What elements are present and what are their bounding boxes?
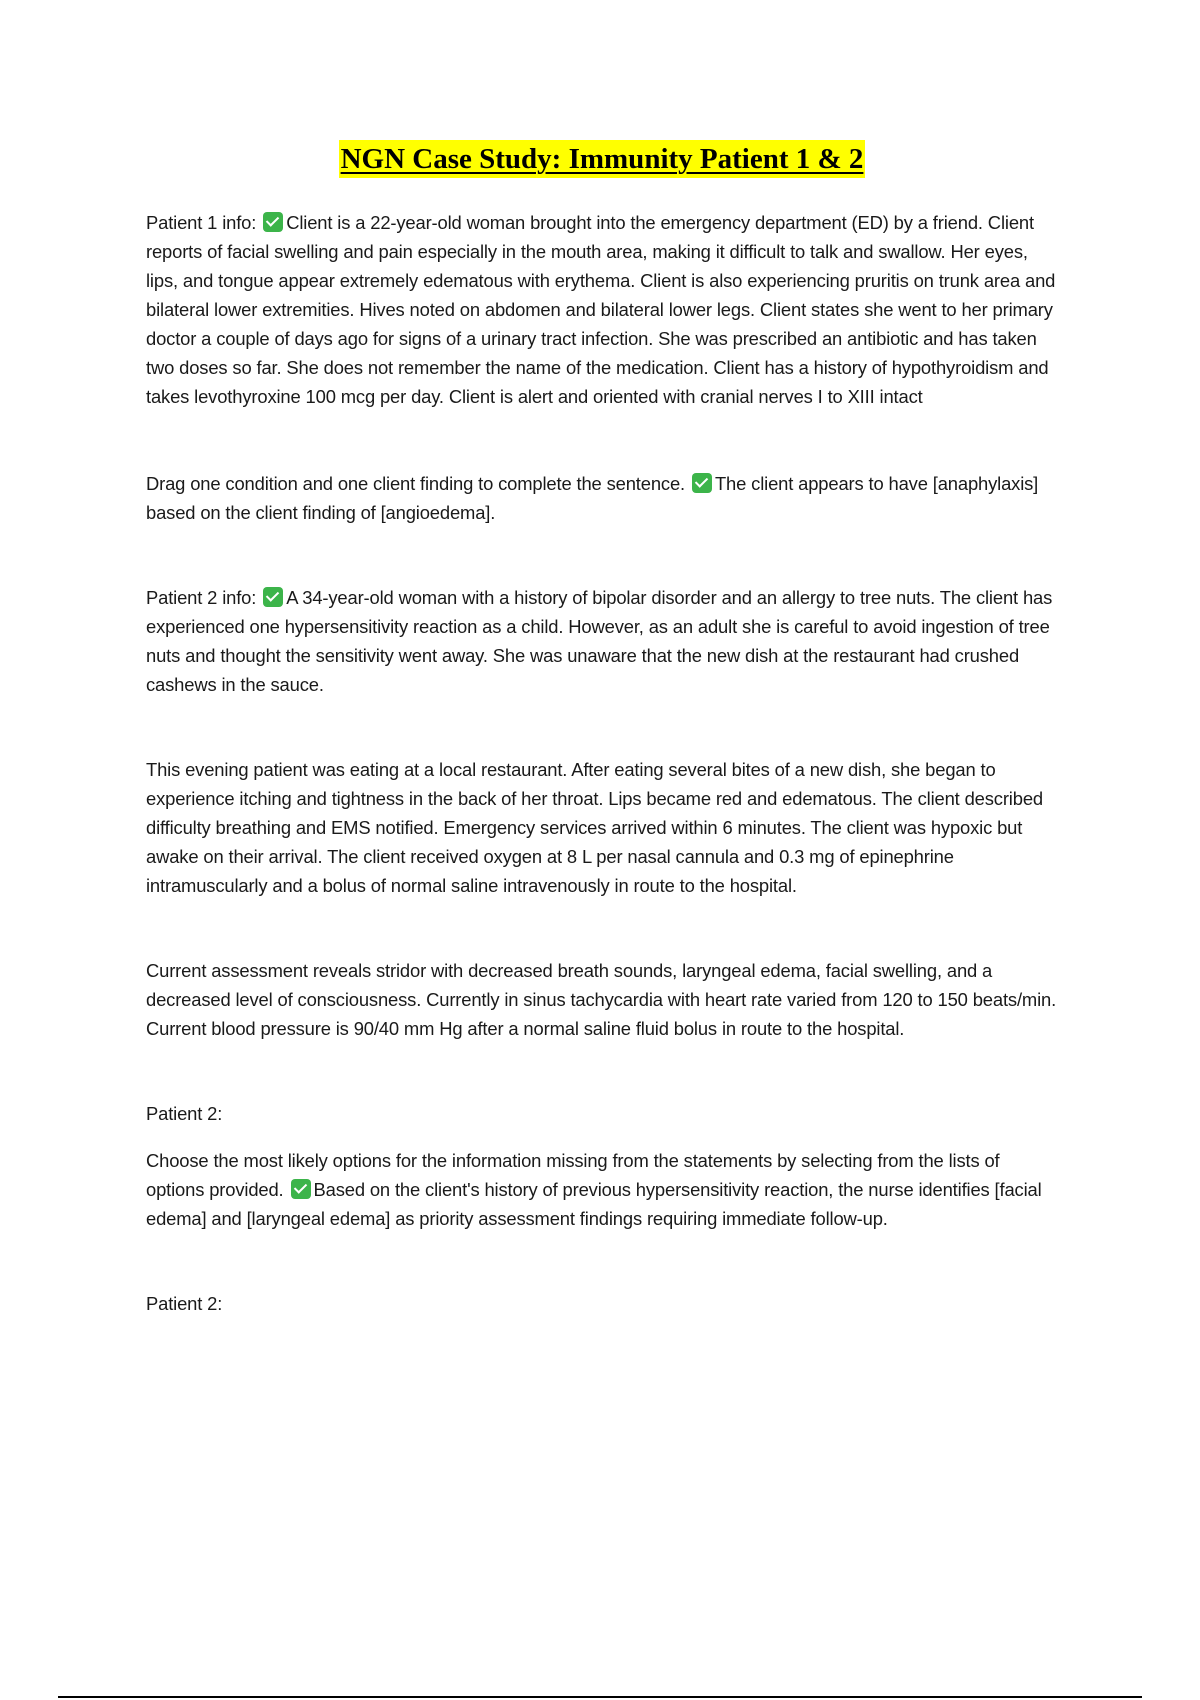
patient1-text: Client is a 22-year-old woman brought into the emergency department (ED) by a friend. Client reports of facial swelling and pain especially in the mouth area, making it difficult to talk and swallow. Her eyes, lips, and tongue appear extremely edematous with erythema. Client is also experiencing pruritis on trunk area and bilateral lower extremities. Hives noted on abdomen and bilateral lower legs. Client states she went to her primary doctor a couple of days ago for signs of a urinary tract infection. She was prescribed an antibiotic and has taken two doses so far. She does not remember the name of the medication. Client has a history of hypothyroidism and takes levothyroxine 100 mcg per day. Client is alert and oriented with cranial nerves I to XIII intact [146,212,1056,407]
title-wrap [146,140,1058,178]
check-mark-icon [263,587,283,607]
patient2-paragraph [146,583,1058,699]
document-title: NGN Case Study: Immunity Patient 1 & 2 [339,140,866,178]
evening-paragraph: This evening patient was eating at a local restaurant. After eating several bites of a new dish, she began to experience itching and tightness in the back of her throat. Lips became red and edematous. The client described difficulty breathing and EMS notified. Emergency services arrived within 6 minutes. The client was hypoxic but awake on their arrival. The client received oxygen at 8 L per nasal cannula and 0.3 mg of epinephrine intramuscularly and a bolus of normal saline intravenously in route to the hospital. [146,759,1043,896]
document-page [146,140,1058,1318]
check-mark-icon [291,1179,311,1199]
question2-answer: Based on the client's history of previous hypersensitivity reaction, the nurse identifies [facial edema] and [laryngeal edema] as priority assessment findings requiring immediate follow-up. [146,1179,1042,1229]
check-mark-icon [263,212,283,232]
question1-prompt: Drag one condition and one client finding to complete the sentence. [146,473,685,494]
patient2-heading: Patient 2: [146,1103,223,1124]
question1-answer: The client appears to have [anaphylaxis] based on the client finding of [angioedema]. [146,473,1039,523]
patient2-label: Patient 2 info: [146,587,257,608]
question2-prompt: Choose the most likely options for the information missing from the statements by selecting from the lists of options provided. [146,1150,1000,1200]
assessment-paragraph: Current assessment reveals stridor with decreased breath sounds, laryngeal edema, facial swelling, and a decreased level of consciousness. Currently in sinus tachycardia with heart rate varied from 120 to 150 beats/min. Current blood pressure is 90/40 mm Hg after a normal saline fluid bolus in route to the hospital. [146,960,1057,1039]
patient2-text: A 34-year-old woman with a history of bipolar disorder and an allergy to tree nuts. The client has experienced one hypersensitivity reaction as a child. However, as an adult she is careful to avoid ingestion of tree nuts and thought the sensitivity went away. She was unaware that the new dish at the restaurant had crushed cashews in the sauce. [146,587,1053,695]
patient2-heading-second: Patient 2: [146,1293,223,1314]
patient1-label: Patient 1 info: [146,212,257,233]
check-mark-icon [692,473,712,493]
patient1-paragraph [146,208,1058,411]
footer-rule [58,1696,1142,1698]
question1-paragraph [146,469,1058,527]
question2-paragraph [146,1146,1058,1233]
